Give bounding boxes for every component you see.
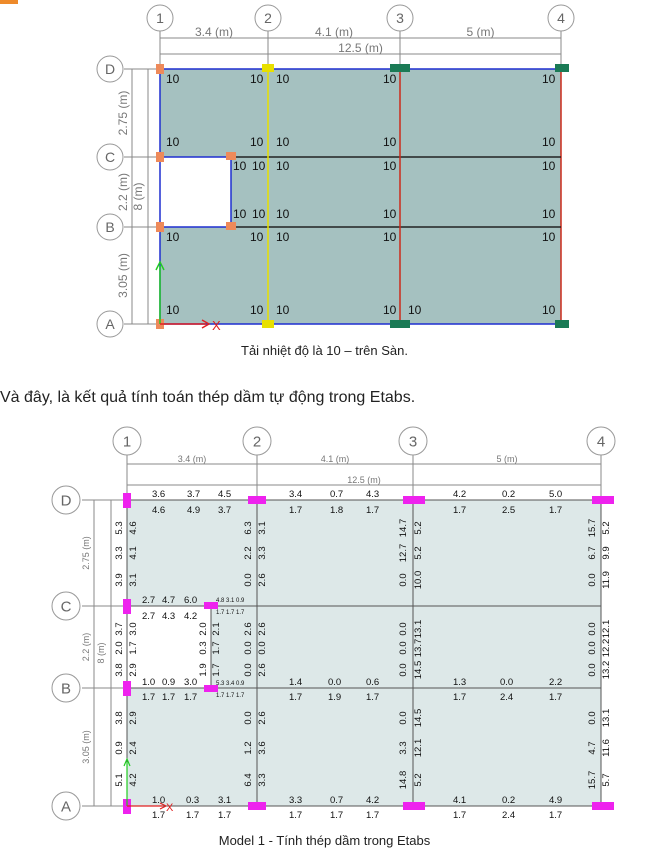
- grid-label-4: 4: [557, 10, 565, 27]
- beam-steel-value: 4.2: [184, 611, 198, 622]
- grid-label-A: A: [60, 798, 72, 816]
- beam-steel-value: 5.7: [601, 773, 612, 787]
- beam-steel-value: 1.7: [211, 641, 222, 655]
- beam-steel-value: 2.4: [502, 810, 516, 821]
- beam-steel-value: 4.9: [549, 795, 563, 806]
- grid-label-A: A: [105, 316, 115, 333]
- beam-steel-value: 4.8 3.1 0.9: [216, 598, 245, 604]
- grid-label-C: C: [104, 149, 116, 166]
- beam-steel-value: 11.6: [601, 739, 612, 757]
- beam-steel-value: 1.7: [289, 692, 303, 703]
- beam-steel-value: 4.9: [187, 505, 201, 516]
- span-dimension: 3.4 (m): [177, 454, 207, 464]
- figure2-caption: Model 1 - Tính thép dầm trong Etabs: [218, 833, 431, 848]
- beam-steel-value: 3.3: [289, 795, 303, 806]
- grid-label-3: 3: [408, 433, 418, 451]
- beam-steel-value: 13.1: [413, 619, 424, 639]
- grid-label-D: D: [60, 492, 72, 510]
- beam-steel-value: 2.7: [142, 595, 156, 606]
- beam-steel-value: 2.1: [211, 622, 222, 636]
- grid-label-D: D: [104, 61, 116, 78]
- temperature-load-value: 10: [233, 207, 247, 221]
- beam-steel-value: 12.7: [398, 543, 409, 563]
- span-dimension: 4.1 (m): [314, 25, 354, 39]
- beam-steel-value: 1.7: [549, 810, 563, 821]
- temperature-load-value: 10: [383, 72, 397, 86]
- beam-steel-value: 3.1: [128, 573, 139, 587]
- beam-steel-value: 0.0: [243, 573, 254, 587]
- beam-steel-value: 12.1: [601, 619, 612, 639]
- temperature-load-value: 10: [276, 230, 290, 244]
- span-dimension: 3.05 (m): [116, 253, 130, 298]
- beam-steel-value: 14.5: [413, 708, 424, 728]
- beam-steel-value: 12.1: [413, 738, 424, 758]
- svg-text:X: X: [212, 318, 221, 333]
- plan1-temperature-load: [97, 5, 574, 337]
- span-dimension: 2.2 (m): [116, 172, 130, 212]
- beam-steel-value: 2.0: [198, 622, 209, 636]
- grid-label-B: B: [60, 680, 72, 698]
- grid-label-3: 3: [396, 10, 404, 27]
- beam-steel-value: 5.2: [601, 521, 612, 535]
- temperature-load-value: 10: [383, 303, 397, 317]
- temperature-load-value: 10: [542, 159, 556, 173]
- beam-steel-value: 2.6: [257, 663, 268, 677]
- beam-steel-value: 0.0: [243, 663, 254, 677]
- beam-steel-value: 0.7: [330, 795, 344, 806]
- temperature-load-value: 10: [166, 135, 180, 149]
- beam-steel-value: 1.7: [549, 692, 563, 703]
- beam-steel-value: 1.7: [211, 663, 222, 677]
- beam-steel-value: 12.2: [601, 638, 612, 658]
- beam-steel-value: 0.0: [398, 641, 409, 655]
- beam-steel-value: 0.0: [587, 711, 598, 725]
- beam-steel-value: 0.3: [186, 795, 200, 806]
- beam-steel-value: 3.6: [152, 489, 166, 500]
- beam-steel-value: 14.7: [398, 518, 409, 538]
- temperature-load-value: 10: [252, 207, 266, 221]
- svg-text:X: X: [166, 802, 174, 814]
- beam-steel-value: 0.0: [398, 711, 409, 725]
- beam-steel-value: 4.3: [162, 611, 176, 622]
- beam-steel-value: 3.7: [187, 489, 201, 500]
- beam-steel-value: 0.2: [502, 489, 516, 500]
- beam-steel-value: 2.5: [502, 505, 516, 516]
- beam-steel-value: 1.7: [218, 810, 232, 821]
- beam-steel-value: 0.7: [330, 489, 344, 500]
- beam-steel-value: 1.7: [289, 505, 303, 516]
- temperature-load-value: 10: [542, 207, 556, 221]
- total-dimension: 12.5 (m): [338, 41, 383, 55]
- span-dimension: 2.75 (m): [81, 536, 91, 570]
- beam-steel-value: 0.0: [328, 677, 342, 688]
- beam-steel-value: 5.1: [114, 773, 125, 787]
- beam-steel-value: 3.3: [398, 741, 409, 755]
- beam-steel-value: 10.0: [413, 570, 424, 590]
- beam-steel-value: 4.2: [453, 489, 467, 500]
- beam-steel-value: 1.7: [142, 692, 156, 703]
- temperature-load-value: 10: [276, 159, 290, 173]
- beam-steel-value: 4.5: [218, 489, 232, 500]
- beam-steel-value: 0.0: [587, 622, 598, 636]
- total-dimension: 8 (m): [96, 642, 106, 664]
- beam-steel-value: 2.6: [257, 573, 268, 587]
- beam-steel-value: 0.0: [587, 573, 598, 587]
- beam-steel-value: 0.0: [243, 711, 254, 725]
- beam-steel-value: 1.7 1.7 1.7: [216, 693, 245, 699]
- plan1-slab-top: [160, 69, 561, 157]
- beam-steel-value: 3.1: [218, 795, 232, 806]
- beam-steel-value: 5.2: [413, 773, 424, 787]
- span-dimension: 5 (m): [496, 454, 518, 464]
- beam-steel-value: 3.1: [257, 521, 268, 535]
- beam-steel-value: 2.7: [142, 611, 156, 622]
- beam-steel-value: 1.7: [549, 505, 563, 516]
- beam-steel-value: 1.7: [366, 692, 380, 703]
- beam-steel-value: 2.2: [243, 546, 254, 560]
- beam-steel-value: 5.3: [114, 521, 125, 535]
- beam-steel-value: 3.8: [114, 663, 125, 677]
- beam-steel-value: 2.4: [128, 741, 139, 755]
- beam-steel-value: 14.8: [398, 770, 409, 790]
- beam-steel-value: 3.0: [184, 677, 198, 688]
- intro-paragraph: Và đây, là kết quả tính toán thép dầm tự động trong Etabs.: [0, 389, 416, 406]
- beam-steel-value: 5.0: [549, 489, 563, 500]
- beam-steel-value: 1.3: [453, 677, 467, 688]
- figure1-caption: Tải nhiệt độ là 10 – trên Sàn.: [241, 343, 408, 358]
- temperature-load-value: 10: [250, 72, 264, 86]
- beam-steel-value: 4.6: [152, 505, 166, 516]
- temperature-load-value: 10: [542, 135, 556, 149]
- temperature-load-value: 10: [276, 207, 290, 221]
- beam-steel-value: 3.3: [257, 773, 268, 787]
- beam-steel-value: 1.8: [330, 505, 344, 516]
- temperature-load-value: 10: [250, 230, 264, 244]
- beam-steel-value: 6.4: [243, 773, 254, 787]
- beam-steel-value: 3.6: [257, 741, 268, 755]
- temperature-load-value: 10: [383, 230, 397, 244]
- beam-steel-value: 1.7: [453, 692, 467, 703]
- beam-steel-value: 13.1: [601, 708, 612, 728]
- temperature-load-value: 10: [166, 303, 180, 317]
- beam-steel-value: 1.7 1.7 1.7: [216, 610, 245, 616]
- span-dimension: 5 (m): [466, 25, 495, 39]
- temperature-load-value: 10: [252, 159, 266, 173]
- beam-steel-value: 0.0: [243, 641, 254, 655]
- beam-steel-value: 11.9: [601, 571, 612, 589]
- plan2-beam-steel-results: [52, 427, 615, 821]
- temperature-load-value: 10: [166, 72, 180, 86]
- beam-steel-value: 1.7: [152, 810, 166, 821]
- beam-steel-value: 0.9: [162, 677, 176, 688]
- beam-steel-value: 3.7: [114, 622, 125, 636]
- temperature-load-value: 10: [276, 303, 290, 317]
- grid-label-1: 1: [122, 433, 132, 451]
- grid-label-B: B: [105, 219, 115, 236]
- plan1-opening: [160, 157, 231, 227]
- beam-steel-value: 1.2: [243, 741, 254, 755]
- span-dimension: 2.75 (m): [116, 90, 130, 136]
- beam-steel-value: 2.9: [128, 663, 139, 677]
- beam-steel-value: 13.7: [413, 638, 424, 658]
- beam-steel-value: 4.1: [128, 546, 139, 560]
- temperature-load-value: 10: [276, 135, 290, 149]
- beam-steel-value: 2.4: [500, 692, 514, 703]
- beam-steel-value: 4.7: [162, 595, 176, 606]
- beam-steel-value: 0.0: [587, 641, 598, 655]
- beam-steel-value: 2.6: [257, 711, 268, 725]
- temperature-load-value: 10: [542, 230, 556, 244]
- plan1-slab-bottom: [160, 227, 561, 324]
- temperature-load-value: 10: [383, 207, 397, 221]
- beam-steel-value: 5.2: [413, 521, 424, 535]
- beam-steel-value: 5.2: [413, 546, 424, 560]
- beam-steel-value: 2.6: [257, 622, 268, 636]
- temperature-load-value: 10: [166, 230, 180, 244]
- span-dimension: 3.4 (m): [194, 25, 234, 39]
- beam-steel-value: 0.3: [198, 641, 209, 655]
- beam-steel-value: 3.3: [257, 546, 268, 560]
- beam-steel-value: 0.9: [114, 741, 125, 755]
- beam-steel-value: 1.9: [328, 692, 342, 703]
- beam-steel-value: 1.7: [453, 505, 467, 516]
- temperature-load-value: 10: [250, 135, 264, 149]
- beam-steel-value: 4.2: [128, 773, 139, 787]
- grid-label-C: C: [60, 598, 72, 616]
- beam-steel-value: 1.4: [289, 677, 303, 688]
- total-dimension: 8 (m): [131, 182, 145, 211]
- beam-steel-value: 13.2: [601, 660, 612, 680]
- beam-steel-value: 0.0: [398, 663, 409, 677]
- beam-steel-value: 0.0: [398, 622, 409, 636]
- grid-label-1: 1: [156, 10, 164, 27]
- temperature-load-value: 10: [542, 72, 556, 86]
- beam-steel-value: 1.7: [184, 692, 198, 703]
- beam-steel-value: 4.1: [453, 795, 467, 806]
- beam-steel-value: 5.3 3.4 0.9: [216, 681, 245, 687]
- beam-steel-value: 1.7: [330, 810, 344, 821]
- total-dimension: 12.5 (m): [347, 475, 381, 485]
- beam-steel-value: 1.7: [453, 810, 467, 821]
- beam-steel-value: 2.2: [549, 677, 563, 688]
- beam-steel-value: 0.2: [502, 795, 516, 806]
- beam-steel-value: 3.7: [218, 505, 232, 516]
- beam-steel-value: 15.7: [587, 770, 598, 790]
- span-dimension: 3.05 (m): [81, 730, 91, 764]
- beam-steel-value: 1.9: [198, 663, 209, 677]
- beam-steel-value: 2.0: [114, 641, 125, 655]
- temperature-load-value: 10: [383, 159, 397, 173]
- grid-label-4: 4: [596, 433, 606, 451]
- beam-steel-value: 6.7: [587, 546, 598, 560]
- grid-label-2: 2: [264, 10, 272, 27]
- beam-steel-value: 3.9: [114, 573, 125, 587]
- beam-steel-value: 1.7: [366, 505, 380, 516]
- beam-steel-value: 1.0: [152, 795, 166, 806]
- temperature-load-value: 10: [233, 159, 247, 173]
- span-dimension: 4.1 (m): [320, 454, 350, 464]
- beam-steel-value: 15.7: [587, 518, 598, 538]
- temperature-load-value: 10: [383, 135, 397, 149]
- beam-steel-value: 6.0: [184, 595, 198, 606]
- beam-steel-value: 1.7: [366, 810, 380, 821]
- beam-steel-value: 1.0: [142, 677, 156, 688]
- beam-steel-value: 1.7: [289, 810, 303, 821]
- beam-steel-value: 1.7: [128, 641, 139, 655]
- temperature-load-value: 10: [276, 72, 290, 86]
- grid-label-2: 2: [252, 433, 262, 451]
- beam-steel-value: 2.9: [128, 711, 139, 725]
- beam-steel-value: 2.6: [243, 622, 254, 636]
- beam-steel-value: 4.6: [128, 521, 139, 535]
- beam-steel-value: 0.6: [366, 677, 380, 688]
- beam-steel-value: 4.7: [587, 741, 598, 755]
- temperature-load-value: 10: [542, 303, 556, 317]
- beam-steel-value: 3.0: [128, 622, 139, 636]
- beam-steel-value: 0.0: [500, 677, 514, 688]
- beam-steel-value: 0.0: [257, 641, 268, 655]
- beam-steel-value: 4.3: [366, 489, 380, 500]
- beam-steel-value: 3.4: [289, 489, 303, 500]
- beam-steel-value: 1.7: [162, 692, 176, 703]
- span-dimension: 2.2 (m): [81, 632, 91, 662]
- beam-steel-value: 3.3: [114, 546, 125, 560]
- beam-steel-value: 4.2: [366, 795, 380, 806]
- beam-steel-value: 6.3: [243, 521, 254, 535]
- beam-steel-value: 1.7: [186, 810, 200, 821]
- beam-steel-value: 0.0: [587, 663, 598, 677]
- beam-steel-value: 0.0: [398, 573, 409, 587]
- beam-steel-value: 3.8: [114, 711, 125, 725]
- temperature-load-value: 10: [250, 303, 264, 317]
- beam-steel-value: 14.5: [413, 660, 424, 680]
- temperature-load-value: 10: [408, 303, 422, 317]
- beam-steel-value: 9.9: [601, 546, 612, 560]
